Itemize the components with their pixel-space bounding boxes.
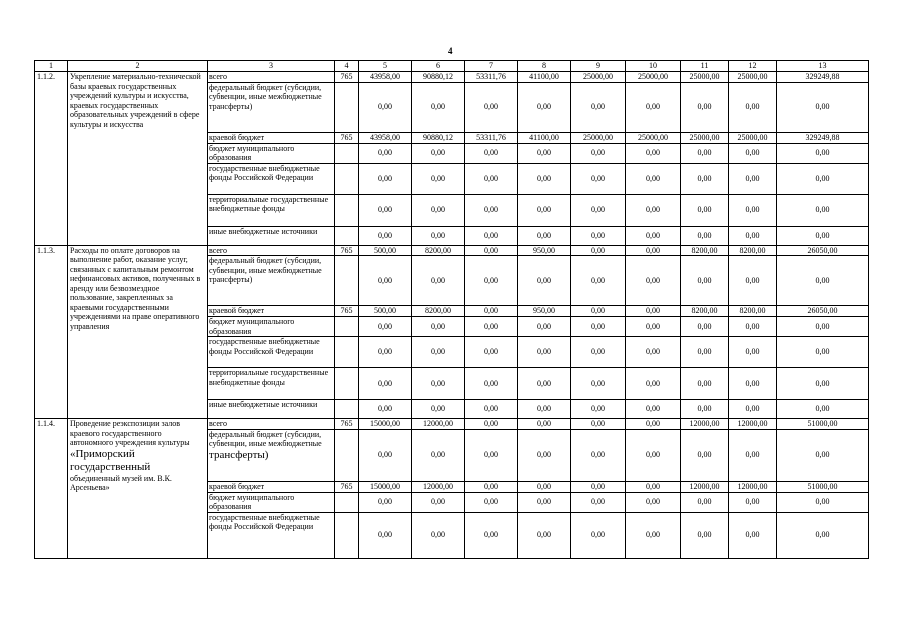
value-cell: 0,00 xyxy=(465,143,518,163)
col-header: 7 xyxy=(465,61,518,72)
value-cell: 0,00 xyxy=(359,256,412,306)
budget-code xyxy=(335,194,359,226)
value-cell: 0,00 xyxy=(518,317,571,337)
value-cell: 0,00 xyxy=(359,368,412,400)
value-cell: 0,00 xyxy=(777,400,869,419)
budget-code: 765 xyxy=(335,306,359,317)
funding-source: государственные внебюджетные фонды Российской Федерации xyxy=(208,337,335,368)
value-cell: 25000,00 xyxy=(729,72,777,83)
value-cell: 0,00 xyxy=(518,419,571,430)
value-cell: 950,00 xyxy=(518,306,571,317)
value-cell: 0,00 xyxy=(465,429,518,481)
section-title-line: «Приморский государственный xyxy=(70,447,151,473)
budget-code xyxy=(335,337,359,368)
value-cell: 0,00 xyxy=(729,82,777,132)
col-header: 9 xyxy=(571,61,626,72)
col-header: 2 xyxy=(68,61,208,72)
value-cell: 0,00 xyxy=(518,256,571,306)
value-cell: 329249,88 xyxy=(777,72,869,83)
value-cell: 0,00 xyxy=(729,368,777,400)
value-cell: 0,00 xyxy=(571,256,626,306)
value-cell: 0,00 xyxy=(571,481,626,492)
value-cell: 90880,12 xyxy=(412,132,465,143)
value-cell: 12000,00 xyxy=(681,419,729,430)
value-cell: 0,00 xyxy=(626,256,681,306)
funding-source: всего xyxy=(208,72,335,83)
value-cell: 0,00 xyxy=(626,317,681,337)
value-cell: 25000,00 xyxy=(729,132,777,143)
funding-source: краевой бюджет xyxy=(208,132,335,143)
col-header: 8 xyxy=(518,61,571,72)
value-cell: 0,00 xyxy=(681,400,729,419)
funding-source: территориальные государственные внебюджетные фонды xyxy=(208,368,335,400)
value-cell: 0,00 xyxy=(571,245,626,256)
value-cell: 0,00 xyxy=(626,429,681,481)
budget-code: 765 xyxy=(335,72,359,83)
value-cell: 0,00 xyxy=(777,194,869,226)
budget-code: 765 xyxy=(335,132,359,143)
value-cell: 8200,00 xyxy=(412,306,465,317)
value-cell: 0,00 xyxy=(626,400,681,419)
value-cell: 0,00 xyxy=(518,429,571,481)
value-cell: 0,00 xyxy=(465,481,518,492)
funding-source: всего xyxy=(208,245,335,256)
value-cell: 0,00 xyxy=(681,512,729,558)
funding-source: федеральный бюджет (субсидии, субвенции, иные межбюджетные трансферты) xyxy=(208,256,335,306)
value-cell: 41100,00 xyxy=(518,132,571,143)
value-cell: 0,00 xyxy=(465,400,518,419)
value-cell: 53311,76 xyxy=(465,132,518,143)
section-title-line: объединенный музей им. В.К. Арсеньева» xyxy=(70,473,172,492)
value-cell: 25000,00 xyxy=(626,132,681,143)
value-cell: 0,00 xyxy=(571,492,626,512)
value-cell: 0,00 xyxy=(465,82,518,132)
value-cell: 0,00 xyxy=(777,512,869,558)
value-cell: 25000,00 xyxy=(571,132,626,143)
value-cell: 53311,76 xyxy=(465,72,518,83)
value-cell: 0,00 xyxy=(626,194,681,226)
value-cell: 0,00 xyxy=(681,337,729,368)
value-cell: 0,00 xyxy=(359,429,412,481)
value-cell: 15000,00 xyxy=(359,419,412,430)
funding-source: иные внебюджетные источники xyxy=(208,226,335,245)
value-cell: 26050,00 xyxy=(777,245,869,256)
value-cell: 0,00 xyxy=(571,163,626,194)
value-cell: 0,00 xyxy=(729,317,777,337)
value-cell: 0,00 xyxy=(571,512,626,558)
value-cell: 0,00 xyxy=(681,163,729,194)
value-cell: 0,00 xyxy=(626,163,681,194)
value-cell: 0,00 xyxy=(518,337,571,368)
page-number: 4 xyxy=(448,46,453,56)
value-cell: 0,00 xyxy=(465,245,518,256)
funding-source: территориальные государственные внебюджетные фонды xyxy=(208,194,335,226)
value-cell: 0,00 xyxy=(626,245,681,256)
value-cell: 12000,00 xyxy=(729,419,777,430)
value-cell: 25000,00 xyxy=(681,72,729,83)
value-cell: 0,00 xyxy=(777,256,869,306)
value-cell: 0,00 xyxy=(359,226,412,245)
value-cell: 0,00 xyxy=(412,400,465,419)
value-cell: 0,00 xyxy=(412,194,465,226)
section-code: 1.1.3. xyxy=(35,245,68,419)
value-cell: 0,00 xyxy=(465,306,518,317)
value-cell: 0,00 xyxy=(465,163,518,194)
section-code: 1.1.2. xyxy=(35,72,68,246)
value-cell: 51000,00 xyxy=(777,419,869,430)
value-cell: 51000,00 xyxy=(777,481,869,492)
value-cell: 0,00 xyxy=(777,317,869,337)
value-cell: 500,00 xyxy=(359,306,412,317)
value-cell: 0,00 xyxy=(571,400,626,419)
value-cell: 43958,00 xyxy=(359,72,412,83)
value-cell: 0,00 xyxy=(729,512,777,558)
funding-source: федеральный бюджет (субсидии, субвенции, иные межбюджетные трансферты) xyxy=(208,82,335,132)
value-cell: 0,00 xyxy=(626,512,681,558)
col-header: 10 xyxy=(626,61,681,72)
value-cell: 0,00 xyxy=(777,226,869,245)
value-cell: 0,00 xyxy=(518,163,571,194)
col-header: 1 xyxy=(35,61,68,72)
value-cell: 0,00 xyxy=(729,143,777,163)
value-cell: 0,00 xyxy=(729,194,777,226)
value-cell: 0,00 xyxy=(412,317,465,337)
value-cell: 0,00 xyxy=(777,143,869,163)
funding-source: бюджет муниципального образования xyxy=(208,317,335,337)
value-cell: 0,00 xyxy=(412,337,465,368)
value-cell: 0,00 xyxy=(359,194,412,226)
value-cell: 0,00 xyxy=(571,306,626,317)
value-cell: 0,00 xyxy=(571,337,626,368)
value-cell: 0,00 xyxy=(681,194,729,226)
value-cell: 0,00 xyxy=(729,492,777,512)
value-cell: 0,00 xyxy=(626,368,681,400)
budget-code xyxy=(335,82,359,132)
value-cell: 0,00 xyxy=(626,492,681,512)
value-cell: 0,00 xyxy=(518,481,571,492)
value-cell: 12000,00 xyxy=(412,481,465,492)
value-cell: 0,00 xyxy=(465,226,518,245)
value-cell: 0,00 xyxy=(518,492,571,512)
funding-source: краевой бюджет xyxy=(208,481,335,492)
value-cell: 0,00 xyxy=(412,256,465,306)
value-cell: 8200,00 xyxy=(681,306,729,317)
value-cell: 41100,00 xyxy=(518,72,571,83)
value-cell: 0,00 xyxy=(571,368,626,400)
value-cell: 0,00 xyxy=(518,512,571,558)
section-title-line: Проведение реэкспозиции залов краевого государственного автономного учреждения культуры xyxy=(70,419,190,447)
value-cell: 0,00 xyxy=(465,256,518,306)
value-cell: 12000,00 xyxy=(729,481,777,492)
value-cell: 0,00 xyxy=(359,317,412,337)
value-cell: 0,00 xyxy=(412,163,465,194)
value-cell: 0,00 xyxy=(412,429,465,481)
value-cell: 0,00 xyxy=(681,226,729,245)
value-cell: 8200,00 xyxy=(412,245,465,256)
value-cell: 25000,00 xyxy=(571,72,626,83)
value-cell: 0,00 xyxy=(729,429,777,481)
section-title: Расходы по оплате договоров на выполнение работ, оказание услуг, связанных с капитальным ремонтом нефинансовых активов, полученных в аренду или безвозмездное пользование, закрепленных за краевыми государственными учреждениями на праве оперативного управления xyxy=(68,245,208,419)
funding-source-line: трансферты) xyxy=(209,448,269,461)
value-cell: 0,00 xyxy=(412,143,465,163)
col-header: 5 xyxy=(359,61,412,72)
value-cell: 0,00 xyxy=(412,82,465,132)
value-cell: 12000,00 xyxy=(412,419,465,430)
value-cell: 0,00 xyxy=(465,419,518,430)
value-cell: 0,00 xyxy=(681,82,729,132)
funding-source: всего xyxy=(208,419,335,430)
value-cell: 0,00 xyxy=(359,512,412,558)
value-cell: 0,00 xyxy=(571,226,626,245)
value-cell: 0,00 xyxy=(412,512,465,558)
value-cell: 0,00 xyxy=(626,82,681,132)
budget-code xyxy=(335,143,359,163)
section-title: Укрепление материально-технической базы краевых государственных учреждений культуры и искусства, краевых государственных образовательных учреждений в сфере культуры и искусства xyxy=(68,72,208,246)
value-cell: 0,00 xyxy=(359,400,412,419)
budget-code xyxy=(335,163,359,194)
budget-code xyxy=(335,492,359,512)
value-cell: 0,00 xyxy=(465,337,518,368)
value-cell: 0,00 xyxy=(777,82,869,132)
value-cell: 0,00 xyxy=(465,194,518,226)
value-cell: 0,00 xyxy=(681,429,729,481)
col-header: 6 xyxy=(412,61,465,72)
value-cell: 0,00 xyxy=(729,400,777,419)
value-cell: 0,00 xyxy=(518,82,571,132)
value-cell: 0,00 xyxy=(412,368,465,400)
value-cell: 0,00 xyxy=(465,368,518,400)
value-cell: 0,00 xyxy=(777,429,869,481)
budget-code xyxy=(335,256,359,306)
value-cell: 0,00 xyxy=(681,492,729,512)
budget-code xyxy=(335,368,359,400)
value-cell: 0,00 xyxy=(626,306,681,317)
header-row xyxy=(35,61,869,72)
value-cell: 0,00 xyxy=(465,512,518,558)
col-header: 4 xyxy=(335,61,359,72)
col-header: 12 xyxy=(729,61,777,72)
budget-code: 765 xyxy=(335,419,359,430)
budget-code xyxy=(335,317,359,337)
value-cell: 0,00 xyxy=(681,317,729,337)
value-cell: 329249,88 xyxy=(777,132,869,143)
value-cell: 0,00 xyxy=(626,143,681,163)
value-cell: 43958,00 xyxy=(359,132,412,143)
table-row xyxy=(35,245,869,256)
value-cell: 0,00 xyxy=(681,143,729,163)
value-cell: 0,00 xyxy=(571,317,626,337)
section-title xyxy=(68,419,208,559)
value-cell: 0,00 xyxy=(626,226,681,245)
budget-table xyxy=(34,60,869,559)
budget-code: 765 xyxy=(335,245,359,256)
value-cell: 0,00 xyxy=(681,256,729,306)
value-cell: 0,00 xyxy=(729,226,777,245)
value-cell: 0,00 xyxy=(359,492,412,512)
col-header: 11 xyxy=(681,61,729,72)
funding-source: государственные внебюджетные фонды Российской Федерации xyxy=(208,512,335,558)
budget-code: 765 xyxy=(335,481,359,492)
funding-source: бюджет муниципального образования xyxy=(208,143,335,163)
value-cell: 0,00 xyxy=(681,368,729,400)
value-cell: 0,00 xyxy=(729,163,777,194)
col-header: 3 xyxy=(208,61,335,72)
value-cell: 0,00 xyxy=(777,492,869,512)
value-cell: 0,00 xyxy=(518,368,571,400)
value-cell: 0,00 xyxy=(518,194,571,226)
value-cell: 0,00 xyxy=(571,143,626,163)
budget-code xyxy=(335,400,359,419)
value-cell: 0,00 xyxy=(412,226,465,245)
value-cell: 0,00 xyxy=(626,419,681,430)
value-cell: 0,00 xyxy=(359,82,412,132)
section-code: 1.1.4. xyxy=(35,419,68,559)
budget-code xyxy=(335,429,359,481)
value-cell: 0,00 xyxy=(626,481,681,492)
value-cell: 15000,00 xyxy=(359,481,412,492)
value-cell: 0,00 xyxy=(518,226,571,245)
value-cell: 8200,00 xyxy=(681,245,729,256)
col-header: 13 xyxy=(777,61,869,72)
value-cell: 0,00 xyxy=(359,143,412,163)
value-cell: 0,00 xyxy=(777,337,869,368)
value-cell: 0,00 xyxy=(518,143,571,163)
value-cell: 0,00 xyxy=(412,492,465,512)
value-cell: 0,00 xyxy=(729,337,777,368)
value-cell: 25000,00 xyxy=(681,132,729,143)
funding-source-line: федеральный бюджет (субсидии, субвенции, иные межбюджетные xyxy=(209,429,322,448)
budget-code xyxy=(335,512,359,558)
value-cell: 0,00 xyxy=(465,317,518,337)
funding-source: краевой бюджет xyxy=(208,306,335,317)
table-row xyxy=(35,72,869,83)
value-cell: 0,00 xyxy=(777,368,869,400)
funding-source: иные внебюджетные источники xyxy=(208,400,335,419)
value-cell: 500,00 xyxy=(359,245,412,256)
value-cell: 0,00 xyxy=(359,163,412,194)
value-cell: 12000,00 xyxy=(681,481,729,492)
funding-source: государственные внебюджетные фонды Российской Федерации xyxy=(208,163,335,194)
value-cell: 25000,00 xyxy=(626,72,681,83)
value-cell: 26050,00 xyxy=(777,306,869,317)
value-cell: 0,00 xyxy=(571,419,626,430)
table-row xyxy=(35,419,869,430)
value-cell: 0,00 xyxy=(465,492,518,512)
value-cell: 0,00 xyxy=(729,256,777,306)
value-cell: 0,00 xyxy=(359,337,412,368)
value-cell: 0,00 xyxy=(626,337,681,368)
value-cell: 0,00 xyxy=(518,400,571,419)
budget-code xyxy=(335,226,359,245)
funding-source: бюджет муниципального образования xyxy=(208,492,335,512)
value-cell: 90880,12 xyxy=(412,72,465,83)
value-cell: 0,00 xyxy=(571,82,626,132)
value-cell: 0,00 xyxy=(571,194,626,226)
value-cell: 0,00 xyxy=(571,429,626,481)
value-cell: 950,00 xyxy=(518,245,571,256)
funding-source xyxy=(208,429,335,481)
value-cell: 8200,00 xyxy=(729,306,777,317)
value-cell: 8200,00 xyxy=(729,245,777,256)
value-cell: 0,00 xyxy=(777,163,869,194)
